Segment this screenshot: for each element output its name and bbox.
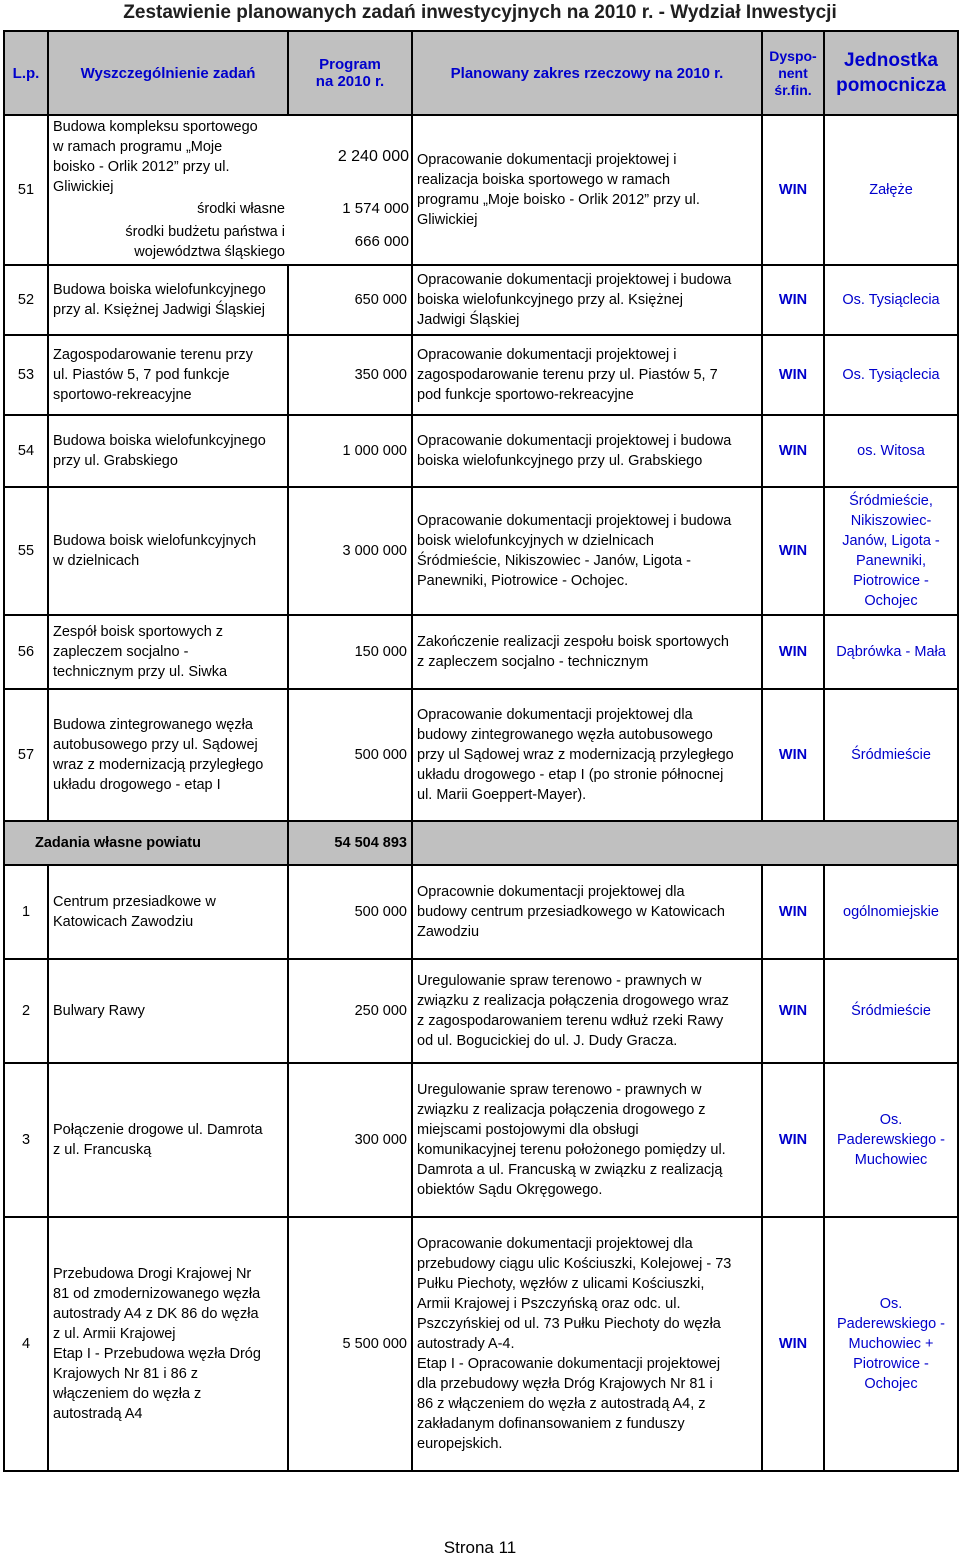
row-scope: Opracowanie dokumentacji projektowej dla budowy zintegrowanego węzła autobusowego przy ul Sądowej wraz z modernizacją przyległego układu drogowego - etap I (po stronie północnej ul. Marii Goeppert-Mayer).: [412, 689, 762, 821]
table-row: [4, 265, 958, 335]
row-number: 54: [4, 415, 48, 487]
table-row: [4, 1063, 958, 1217]
row-amount: 500 000: [288, 689, 412, 821]
row-disponent: WIN: [762, 265, 824, 335]
row-disponent: WIN: [762, 689, 824, 821]
row-scope: Opracowanie dokumentacji projektowej i budowa boisk wielofunkcyjnych w dzielnicach Śródmieście, Nikiszowiec - Janów, Ligota - Panewniki, Piotrowice - Ochojec.: [412, 487, 762, 615]
row-description: Budowa boiska wielofunkcyjnego przy ul. Grabskiego: [48, 415, 288, 487]
row-description: Bulwary Rawy: [48, 959, 288, 1063]
row-disponent: WIN: [762, 959, 824, 1063]
row-amount: 5 500 000: [288, 1217, 412, 1471]
header-scope: Planowany zakres rzeczowy na 2010 r.: [412, 31, 762, 115]
row-disponent: WIN: [762, 865, 824, 959]
header-disponent: Dyspo- nent śr.fin.: [762, 31, 824, 115]
row-amount: 300 000: [288, 1063, 412, 1217]
row-description: Budowa kompleksu sportowego w ramach programu „Moje boisko - Orlik 2012” przy ul. Gliwickiej: [53, 119, 258, 195]
table-row: [4, 487, 958, 615]
row51-desc-block: [48, 115, 412, 265]
row-unit: Załęże: [824, 115, 958, 265]
row-unit: Os. Tysiąclecia: [824, 335, 958, 415]
row-number: 51: [4, 115, 48, 265]
row-unit: Dąbrówka - Mała: [824, 615, 958, 689]
row-number: 4: [4, 1217, 48, 1471]
table-row: [4, 959, 958, 1063]
row-amount: 150 000: [288, 615, 412, 689]
header-program: Program na 2010 r.: [288, 31, 412, 115]
row-description: Budowa boiska wielofunkcyjnego przy al. Księżnej Jadwigi Śląskiej: [48, 265, 288, 335]
row-amount: 1 000 000: [288, 415, 412, 487]
table-row: [4, 865, 958, 959]
row-amount: 250 000: [288, 959, 412, 1063]
header-description: Wyszczególnienie zadań: [48, 31, 288, 115]
page-title: Zestawienie planowanych zadań inwestycyjnych na 2010 r. - Wydział Inwestycji: [123, 2, 837, 23]
table-row: [4, 615, 958, 689]
sub-funding-state-amount: 666 000: [354, 233, 409, 250]
sub-funding-state-label: środki budżetu państwa i województwa śląskiego: [125, 224, 285, 260]
section-amount: 54 504 893: [288, 821, 412, 865]
row-disponent: WIN: [762, 415, 824, 487]
row-number: 56: [4, 615, 48, 689]
header-lp: L.p.: [4, 31, 48, 115]
row-description: Połączenie drogowe ul. Damrota z ul. Francuską: [48, 1063, 288, 1217]
row-unit: ogólnomiejskie: [824, 865, 958, 959]
row-number: 1: [4, 865, 48, 959]
row-disponent: WIN: [762, 1217, 824, 1471]
row-unit: Śródmieście: [824, 959, 958, 1063]
investment-table: [3, 30, 959, 1472]
row-number: 52: [4, 265, 48, 335]
row-unit: Śródmieście: [824, 689, 958, 821]
row-amount: 650 000: [288, 265, 412, 335]
row-scope: Uregulowanie spraw terenowo - prawnych w związku z realizacja połączenia drogowego z miejscami postojowymi dla obsługi komunikacyjnej terenu położonego pomiędzy ul. Damrota a ul. Francuską w związku z realizacją obiektów Sądu Okręgowego.: [412, 1063, 762, 1217]
table-row: [4, 335, 958, 415]
row-number: 3: [4, 1063, 48, 1217]
row-amount: 3 000 000: [288, 487, 412, 615]
row-unit: Os. Paderewskiego - Muchowiec + Piotrowice - Ochojec: [824, 1217, 958, 1471]
header-unit: Jednostka pomocnicza: [824, 31, 958, 115]
row-scope: Uregulowanie spraw terenowo - prawnych w związku z realizacja połączenia drogowego wraz z zagospodarowaniem terenu wdłuż rzeki Rawy od ul. Bogucickiej do ul. J. Dudy Gracza.: [412, 959, 762, 1063]
sub-funding-own-amount: 1 574 000: [342, 200, 409, 217]
section-label: Zadania własne powiatu: [4, 821, 288, 865]
row-unit: Śródmieście, Nikiszowiec- Janów, Ligota - Panewniki, Piotrowice - Ochojec: [824, 487, 958, 615]
sub-funding-own-label: środki własne: [197, 201, 285, 217]
row-disponent: WIN: [762, 115, 824, 265]
row-description: Budowa boisk wielofunkcyjnych w dzielnicach: [48, 487, 288, 615]
row-amount: 350 000: [288, 335, 412, 415]
row-description: Budowa zintegrowanego węzła autobusowego przy ul. Sądowej wraz z modernizacją przyległego układu drogowego - etap I: [48, 689, 288, 821]
row-scope: Opracowanie dokumentacji projektowej i realizacja boiska sportowego w ramach programu „Moje boisko - Orlik 2012” przy ul. Gliwickiej: [412, 115, 762, 265]
row-disponent: WIN: [762, 487, 824, 615]
row-scope: Opracowanie dokumentacji projektowej i budowa boiska wielofunkcyjnego przy ul. Grabskiego: [412, 415, 762, 487]
table-row: [4, 115, 958, 265]
row-description: Zagospodarowanie terenu przy ul. Piastów 5, 7 pod funkcje sportowo-rekreacyjne: [48, 335, 288, 415]
row-scope: Opracowanie dokumentacji projektowej i zagospodarowanie terenu przy ul. Piastów 5, 7 pod funkcje sportowo-rekreacyjne: [412, 335, 762, 415]
row-disponent: WIN: [762, 335, 824, 415]
page-footer: Strona 11: [443, 1538, 517, 1557]
row-unit: Os. Tysiąclecia: [824, 265, 958, 335]
row-number: 53: [4, 335, 48, 415]
row-description: Zespół boisk sportowych z zapleczem socjalno - technicznym przy ul. Siwka: [48, 615, 288, 689]
table-row: [4, 1217, 958, 1471]
row-amount: 500 000: [288, 865, 412, 959]
row-scope: Opracownie dokumentacji projektowej dla budowy centrum przesiadkowego w Katowicach Zawodziu: [412, 865, 762, 959]
table-row: [4, 689, 958, 821]
row-disponent: WIN: [762, 1063, 824, 1217]
row-disponent: WIN: [762, 615, 824, 689]
row-scope: Zakończenie realizacji zespołu boisk sportowych z zapleczem socjalno - technicznym: [412, 615, 762, 689]
row-number: 2: [4, 959, 48, 1063]
row-description: Przebudowa Drogi Krajowej Nr 81 od zmodernizowanego węzła autostrady A4 z DK 86 do węzła z ul. Armii Krajowej Etap I - Przebudowa węzła Dróg Krajowych Nr 81 i 86 z włączeniem do węzła z autostradą A4: [48, 1217, 288, 1471]
row-number: 57: [4, 689, 48, 821]
table-header: [4, 31, 958, 115]
row-description: Centrum przesiadkowe w Katowicach Zawodziu: [48, 865, 288, 959]
row-scope: Opracowanie dokumentacji projektowej dla przebudowy ciągu ulic Kościuszki, Kolejowej - 73 Pułku Piechoty, węzłów z ulicami Kościuszki, Armii Krajowej i Pszczyńską oraz odc. ul. Pszczyńskiej od ul. 73 Pułku Piechoty do węzła autostrady A-4. Etap I - Opracowanie dokumentacji projektowej dla przebudowy węzła Dróg Krajowych Nr 81 i 86 z włączeniem do węzła z autostradą A4, z zakładanym dofinansowaniem z funduszy europejskich.: [412, 1217, 762, 1471]
table-row: [4, 415, 958, 487]
row-amount: 2 240 000: [337, 148, 409, 165]
row-number: 55: [4, 487, 48, 615]
row-unit: Os. Paderewskiego - Muchowiec: [824, 1063, 958, 1217]
row-scope: Opracowanie dokumentacji projektowej i budowa boiska wielofunkcyjnego przy al. Księżnej Jadwigi Śląskiej: [412, 265, 762, 335]
section-row: [4, 821, 958, 865]
row-unit: os. Witosa: [824, 415, 958, 487]
